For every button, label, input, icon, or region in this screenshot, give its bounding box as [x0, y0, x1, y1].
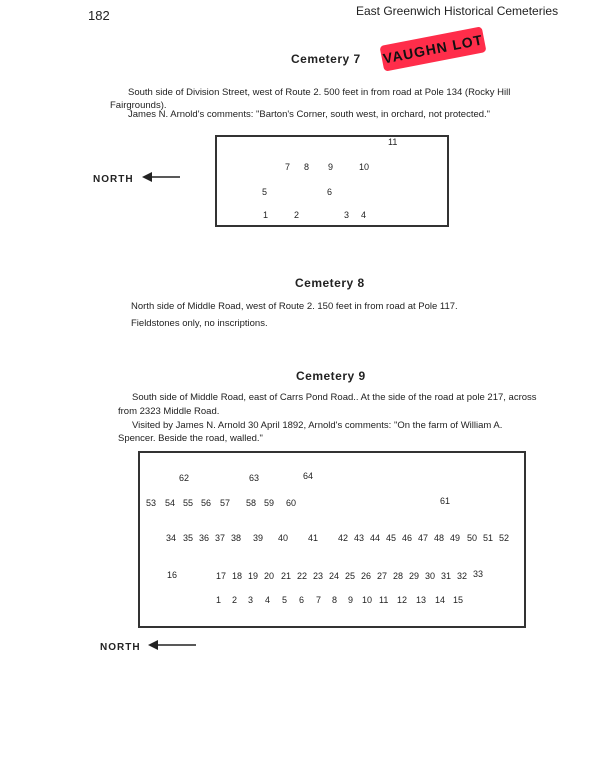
grave-marker: 13 [416, 595, 427, 605]
grave-marker: 15 [453, 595, 464, 605]
grave-marker: 3 [344, 210, 350, 220]
grave-marker: 42 [338, 533, 349, 543]
grave-marker: 7 [285, 162, 291, 172]
grave-marker: 51 [483, 533, 494, 543]
grave-marker: 53 [146, 498, 157, 508]
north-arrow-icon [146, 638, 198, 652]
grave-marker: 12 [397, 595, 408, 605]
grave-marker: 2 [294, 210, 300, 220]
grave-marker: 4 [265, 595, 271, 605]
grave-marker: 40 [278, 533, 289, 543]
grave-marker: 62 [179, 473, 190, 483]
grave-marker: 6 [327, 187, 333, 197]
grave-marker: 31 [441, 571, 452, 581]
grave-marker: 28 [393, 571, 404, 581]
grave-marker: 55 [183, 498, 194, 508]
grave-marker: 41 [308, 533, 319, 543]
grave-marker: 63 [249, 473, 260, 483]
grave-marker: 17 [216, 571, 227, 581]
cemetery-8-line-1: North side of Middle Road, west of Route 2. 150 feet in from road at Pole 117. [131, 301, 458, 312]
grave-marker: 64 [303, 471, 314, 481]
grave-marker: 3 [248, 595, 254, 605]
north-arrow-icon [140, 170, 182, 184]
grave-marker: 33 [473, 569, 484, 579]
grave-marker: 19 [248, 571, 259, 581]
stamp-text: VAUGHN LOT [381, 31, 485, 67]
grave-marker: 24 [329, 571, 340, 581]
cemetery-9-heading: Cemetery 9 [296, 369, 366, 383]
grave-marker: 1 [263, 210, 269, 220]
grave-marker: 14 [435, 595, 446, 605]
grave-marker: 29 [409, 571, 420, 581]
cemetery-7-location-line-2: Fairgrounds). [110, 100, 167, 111]
grave-marker: 4 [361, 210, 367, 220]
grave-marker: 54 [165, 498, 176, 508]
cemetery-8-heading: Cemetery 8 [295, 276, 365, 290]
grave-marker: 20 [264, 571, 275, 581]
grave-marker: 7 [316, 595, 322, 605]
cemetery-9-plot [138, 451, 526, 628]
book-title: East Greenwich Historical Cemeteries [356, 4, 559, 18]
grave-marker: 32 [457, 571, 468, 581]
cemetery-9-line-2: from 2323 Middle Road. [118, 406, 220, 417]
grave-marker: 16 [167, 570, 178, 580]
grave-marker: 59 [264, 498, 275, 508]
cemetery-9-line-3: Visited by James N. Arnold 30 April 1892, Arnold's comments: "On the farm of William A. [132, 420, 503, 431]
grave-marker: 52 [499, 533, 510, 543]
grave-marker: 43 [354, 533, 365, 543]
grave-marker: 30 [425, 571, 436, 581]
cemetery-9-line-4: Spencer. Beside the road, walled." [118, 433, 263, 444]
grave-marker: 48 [434, 533, 445, 543]
grave-marker: 60 [286, 498, 297, 508]
grave-marker: 37 [215, 533, 226, 543]
grave-marker: 1 [216, 595, 222, 605]
grave-marker: 5 [282, 595, 288, 605]
grave-marker: 56 [201, 498, 212, 508]
grave-marker: 2 [232, 595, 238, 605]
grave-marker: 46 [402, 533, 413, 543]
cemetery-7-north-label: NORTH [93, 174, 134, 185]
cemetery-7-location-line-1: South side of Division Street, west of Route 2. 500 feet in from road at Pole 134 (Rocky Hill [128, 87, 511, 98]
grave-marker: 22 [297, 571, 308, 581]
grave-marker: 58 [246, 498, 257, 508]
grave-marker: 45 [386, 533, 397, 543]
cemetery-9-north-label: NORTH [100, 642, 141, 653]
grave-marker: 10 [359, 162, 370, 172]
cemetery-7-plot [215, 135, 449, 227]
grave-marker: 38 [231, 533, 242, 543]
grave-marker: 11 [388, 137, 398, 147]
cemetery-8-line-2: Fieldstones only, no inscriptions. [131, 318, 268, 329]
grave-marker: 44 [370, 533, 381, 543]
grave-marker: 47 [418, 533, 429, 543]
grave-marker: 8 [304, 162, 310, 172]
grave-marker: 49 [450, 533, 461, 543]
cemetery-9-line-1: South side of Middle Road, east of Carrs Pond Road.. At the side of the road at pole 217, across [132, 392, 537, 403]
grave-marker: 5 [262, 187, 268, 197]
grave-marker: 36 [199, 533, 210, 543]
grave-marker: 61 [440, 496, 451, 506]
grave-marker: 6 [299, 595, 305, 605]
grave-marker: 10 [362, 595, 373, 605]
grave-marker: 26 [361, 571, 372, 581]
grave-marker: 57 [220, 498, 231, 508]
grave-marker: 34 [166, 533, 177, 543]
page-number: 182 [88, 8, 110, 23]
grave-marker: 39 [253, 533, 264, 543]
grave-marker: 50 [467, 533, 478, 543]
grave-marker: 23 [313, 571, 324, 581]
grave-marker: 35 [183, 533, 194, 543]
grave-marker: 9 [348, 595, 354, 605]
grave-marker: 27 [377, 571, 388, 581]
cemetery-7-heading: Cemetery 7 [291, 52, 361, 66]
grave-marker: 25 [345, 571, 356, 581]
vaughn-lot-stamp [379, 26, 486, 71]
cemetery-7-comment: James N. Arnold's comments: "Barton's Corner, south west, in orchard, not protected." [128, 109, 491, 120]
grave-marker: 21 [281, 571, 292, 581]
grave-marker: 8 [332, 595, 338, 605]
grave-marker: 9 [328, 162, 334, 172]
grave-marker: 18 [232, 571, 243, 581]
grave-marker: 11 [379, 595, 389, 605]
